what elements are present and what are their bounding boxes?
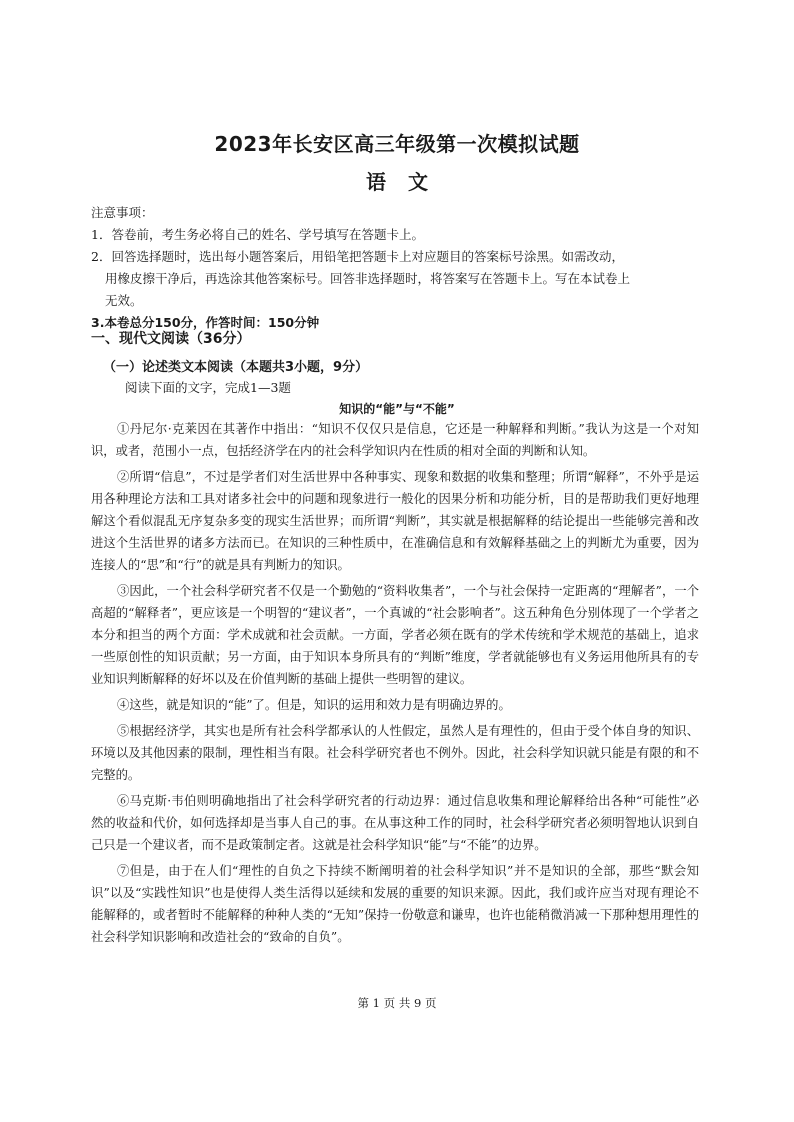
reading-instruction: 阅读下面的文字，完成1—3题 (125, 380, 291, 395)
section-1-heading: 一、现代文阅读（36分） (91, 331, 251, 347)
paragraph-3: ③因此，一个社会科学研究者不仅是一个勤勉的“资料收集者”，一个与社会保持一定距离的“理解者”，一个高超的“解释者”，更应该是一个明智的“建议者”，一个真诚的“社会影响者”。这五种角色分别体现了一个学者之本分和担当的两个方面：学术成就和社会贡献。一方面，学者必须在既有的学术传统和学术规范的基础上，追求一些原创性的知识贡献；另一方面，由于知识本身所具有的“判断”维度，学者就能够也有义务运用他所具有的专业知识判断解释的好坏以及在价值判断的基础上提供一些明智的建议。 (91, 584, 699, 686)
exam-title: 2023年长安区高三年级第一次模拟试题 (214, 132, 580, 156)
subject-title: 语文 (366, 170, 450, 194)
notice-item-2-line-1: 2．回答选择题时，选出每小题答案后，用铅笔把答题卡上对应题目的答案标号涂黑。如需改动， (91, 249, 624, 264)
paragraph-5: ⑤根据经济学，其实也是所有社会科学都承认的人性假定，虽然人是有理性的，但由于受个体自身的知识、环境以及其他因素的限制，理性相当有限。社会科学研究者也不例外。因此，社会科学知识就只能是有限的和不完整的。 (91, 724, 699, 782)
notice-item-3: 3.本卷总分150分，作答时间：150分钟 (91, 315, 320, 330)
notice-item-2-line-2: 用橡皮擦干净后，再选涂其他答案标号。回答非选择题时，将答案写在答题卡上。写在本试卷上 (105, 271, 631, 286)
notice-item-2-line-3: 无效。 (105, 293, 143, 308)
section-1-subheading: （一）论述类文本阅读（本题共3小题，9分） (103, 360, 369, 375)
paragraph-6: ⑥马克斯·韦伯则明确地指出了社会科学研究者的行动边界：通过信息收集和理论解释给出各种“可能性”必然的收益和代价，如何选择却是当事人自己的事。在从事这种工作的同时，社会科学研究者必须明智地认识到自己只是一个建议者，而不是政策制定者。这就是社会科学知识“能”与“不能”的边界。 (91, 794, 699, 852)
paragraph-7: ⑦但是，由于在人们“理性的自负之下持续不断阐明着的社会科学知识”并不是知识的全部，那些“默会知识”以及“实践性知识”也是使得人类生活得以延续和发展的重要的知识来源。因此，我们或许应当对现有理论不能解释的，或者暂时不能解释的种种人类的“无知”保持一份敬意和谦卑，也许也能稍微消减一下那种想用理性的社会科学知识影响和改造社会的“致命的自负”。 (91, 864, 699, 944)
notice-block (91, 202, 711, 334)
essay-title: 知识的“能”与“不能” (339, 402, 455, 416)
paragraph-4: ④这些，就是知识的“能”了。但是，知识的运用和效力是有明确边界的。 (117, 698, 511, 712)
paragraph-2: ②所谓“信息”，不过是学者们对生活世界中各种事实、现象和数据的收集和整理；所谓“解释”，不外乎是运用各种理论方法和工具对诸多社会中的问题和现象进行一般化的因果分析和功能分析，目的是帮助我们更好地理解这个看似混乱无序复杂多变的现实生活世界；而所谓“判断”，其实就是根据解释的结论提出一些能够完善和改进这个生活世界的诸多方法而已。在知识的三种性质中，在准确信息和有效解释基础之上的判断尤为重要，因为连接人的“思”和“行”的就是具有判断力的知识。 (91, 470, 699, 572)
notice-item-1: 1．答卷前，考生务必将自己的姓名、学号填写在答题卡上。 (91, 227, 424, 242)
notice-heading: 注意事项： (91, 205, 154, 220)
page-footer: 第 1 页 共 9 页 (357, 996, 437, 1010)
essay-body (91, 418, 699, 952)
paragraph-1: ①丹尼尔·克莱因在其著作中指出：“知识不仅仅只是信息，它还是一种解释和判断。”我认为这是一个对知识，或者，范围小一点，包括经济学在内的社会科学知识内在性质的相对全面的判断和认知。 (91, 422, 699, 458)
